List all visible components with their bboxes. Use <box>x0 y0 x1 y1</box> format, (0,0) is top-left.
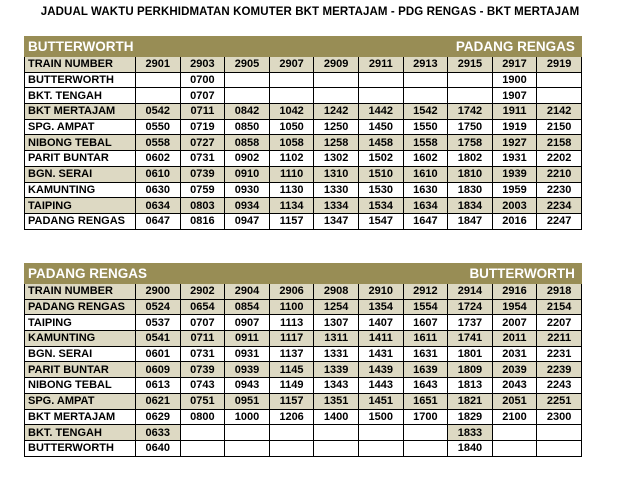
departure-time: 2100 <box>492 409 537 425</box>
departure-time: 0731 <box>180 151 225 167</box>
departure-time: 2051 <box>492 393 537 409</box>
departure-time: 1347 <box>314 213 359 229</box>
departure-time: 0931 <box>225 346 270 362</box>
departure-time: 1442 <box>358 104 403 120</box>
station-row <box>25 362 582 378</box>
departure-time: 1000 <box>225 409 270 425</box>
departure-time: 1450 <box>358 119 403 135</box>
train-number: 2904 <box>225 284 270 300</box>
station-row <box>25 393 582 409</box>
departure-time <box>314 88 359 104</box>
departure-time: 2239 <box>537 362 582 378</box>
train-number: 2911 <box>358 57 403 73</box>
departure-time: 1801 <box>448 346 493 362</box>
station-row <box>25 440 582 456</box>
station-row <box>25 72 582 88</box>
departure-time: 1058 <box>269 135 314 151</box>
departure-time: 1330 <box>314 182 359 198</box>
departure-time <box>358 440 403 456</box>
departure-time: 0609 <box>136 362 181 378</box>
departure-time <box>269 425 314 441</box>
departure-time: 1250 <box>314 119 359 135</box>
departure-time: 1647 <box>403 213 448 229</box>
departure-time: 1502 <box>358 151 403 167</box>
departure-time <box>448 88 493 104</box>
departure-time: 1911 <box>492 104 537 120</box>
departure-time: 0943 <box>225 378 270 394</box>
departure-time: 0610 <box>136 166 181 182</box>
train-number: 2910 <box>358 284 403 300</box>
station-row <box>25 88 582 104</box>
departure-time <box>358 88 403 104</box>
departure-time: 0930 <box>225 182 270 198</box>
station-name: BKT MERTAJAM <box>25 104 136 120</box>
origin-station: PADANG RENGAS <box>25 264 359 284</box>
departure-time: 1311 <box>314 331 359 347</box>
station-name: BUTTERWORTH <box>25 72 136 88</box>
departure-time: 1758 <box>448 135 493 151</box>
departure-time: 0524 <box>136 299 181 315</box>
train-number: 2900 <box>136 284 181 300</box>
departure-time <box>225 72 270 88</box>
departure-time: 1907 <box>492 88 537 104</box>
departure-time: 0858 <box>225 135 270 151</box>
departure-time: 2234 <box>537 198 582 214</box>
departure-time: 2247 <box>537 213 582 229</box>
train-number: 2903 <box>180 57 225 73</box>
departure-time: 2039 <box>492 362 537 378</box>
station-row <box>25 151 582 167</box>
departure-time: 1100 <box>269 299 314 315</box>
departure-time <box>448 72 493 88</box>
departure-time: 1607 <box>403 315 448 331</box>
departure-time <box>136 72 181 88</box>
departure-time: 1737 <box>448 315 493 331</box>
departure-time: 1547 <box>358 213 403 229</box>
departure-time: 1254 <box>314 299 359 315</box>
departure-time <box>225 425 270 441</box>
departure-time: 1724 <box>448 299 493 315</box>
departure-time: 2031 <box>492 346 537 362</box>
station-row <box>25 182 582 198</box>
departure-time: 0934 <box>225 198 270 214</box>
departure-time <box>314 425 359 441</box>
departure-time: 1802 <box>448 151 493 167</box>
departure-time: 0816 <box>180 213 225 229</box>
station-row <box>25 346 582 362</box>
departure-time: 1451 <box>358 393 403 409</box>
departure-time <box>403 88 448 104</box>
departure-time: 1443 <box>358 378 403 394</box>
departure-time: 1137 <box>269 346 314 362</box>
departure-time: 1813 <box>448 378 493 394</box>
departure-time: 1354 <box>358 299 403 315</box>
train-number-label: TRAIN NUMBER <box>25 284 136 300</box>
departure-time: 1310 <box>314 166 359 182</box>
train-number: 2902 <box>180 284 225 300</box>
timetable-butterworth-to-padang-rengas <box>24 36 582 230</box>
departure-time <box>492 440 537 456</box>
departure-time: 2243 <box>537 378 582 394</box>
departure-time: 1651 <box>403 393 448 409</box>
departure-time: 1643 <box>403 378 448 394</box>
departure-time: 2154 <box>537 299 582 315</box>
departure-time: 0621 <box>136 393 181 409</box>
departure-time: 2003 <box>492 198 537 214</box>
departure-time: 1145 <box>269 362 314 378</box>
departure-time: 1834 <box>448 198 493 214</box>
station-name: BKT. TENGAH <box>25 425 136 441</box>
departure-time: 1900 <box>492 72 537 88</box>
station-name: BGN. SERAI <box>25 346 136 362</box>
departure-time <box>269 72 314 88</box>
departure-time: 0541 <box>136 331 181 347</box>
train-number: 2906 <box>269 284 314 300</box>
departure-time: 0911 <box>225 331 270 347</box>
direction-header <box>25 37 582 57</box>
departure-time: 0711 <box>180 104 225 120</box>
train-number: 2912 <box>403 284 448 300</box>
departure-time: 0902 <box>225 151 270 167</box>
departure-time <box>537 72 582 88</box>
departure-time: 2211 <box>537 331 582 347</box>
departure-time: 1639 <box>403 362 448 378</box>
station-name: NIBONG TEBAL <box>25 135 136 151</box>
station-name: PADANG RENGAS <box>25 213 136 229</box>
departure-time: 1149 <box>269 378 314 394</box>
train-number: 2905 <box>225 57 270 73</box>
station-name: TAIPING <box>25 198 136 214</box>
departure-time: 0939 <box>225 362 270 378</box>
departure-time: 0854 <box>225 299 270 315</box>
departure-time: 1530 <box>358 182 403 198</box>
departure-time: 0634 <box>136 198 181 214</box>
departure-time <box>492 425 537 441</box>
departure-time <box>314 440 359 456</box>
station-row <box>25 166 582 182</box>
page-title: JADUAL WAKTU PERKHIDMATAN KOMUTER BKT MERTAJAM - PDG RENGAS - BKT MERTAJAM <box>40 6 580 18</box>
departure-time: 1206 <box>269 409 314 425</box>
train-number: 2916 <box>492 284 537 300</box>
train-number: 2915 <box>448 57 493 73</box>
station-row <box>25 299 582 315</box>
departure-time <box>403 72 448 88</box>
departure-time: 2142 <box>537 104 582 120</box>
departure-time: 1458 <box>358 135 403 151</box>
departure-time: 1558 <box>403 135 448 151</box>
origin-station: BUTTERWORTH <box>25 37 359 57</box>
departure-time: 1351 <box>314 393 359 409</box>
departure-time: 0743 <box>180 378 225 394</box>
train-number: 2919 <box>537 57 582 73</box>
departure-time <box>225 88 270 104</box>
station-row <box>25 331 582 347</box>
departure-time: 1343 <box>314 378 359 394</box>
departure-time: 1830 <box>448 182 493 198</box>
departure-time: 1602 <box>403 151 448 167</box>
departure-time: 1307 <box>314 315 359 331</box>
departure-time: 0601 <box>136 346 181 362</box>
departure-time: 1919 <box>492 119 537 135</box>
departure-time: 1939 <box>492 166 537 182</box>
train-number-row <box>25 284 582 300</box>
departure-time: 0700 <box>180 72 225 88</box>
departure-time: 0711 <box>180 331 225 347</box>
departure-time: 0654 <box>180 299 225 315</box>
station-row <box>25 425 582 441</box>
departure-time <box>358 72 403 88</box>
departure-time: 0727 <box>180 135 225 151</box>
departure-time <box>537 440 582 456</box>
train-number: 2907 <box>269 57 314 73</box>
train-number: 2908 <box>314 284 359 300</box>
departure-time: 1110 <box>269 166 314 182</box>
departure-time <box>314 72 359 88</box>
station-name: PADANG RENGAS <box>25 299 136 315</box>
departure-time: 1339 <box>314 362 359 378</box>
departure-time: 1833 <box>448 425 493 441</box>
departure-time: 1411 <box>358 331 403 347</box>
departure-time: 1742 <box>448 104 493 120</box>
departure-time: 2016 <box>492 213 537 229</box>
departure-time: 0842 <box>225 104 270 120</box>
station-row <box>25 213 582 229</box>
departure-time: 1554 <box>403 299 448 315</box>
departure-time: 1113 <box>269 315 314 331</box>
departure-time: 1407 <box>358 315 403 331</box>
departure-time: 1821 <box>448 393 493 409</box>
departure-time: 0707 <box>180 315 225 331</box>
departure-time: 1959 <box>492 182 537 198</box>
departure-time: 2158 <box>537 135 582 151</box>
station-name: KAMUNTING <box>25 331 136 347</box>
departure-time <box>225 440 270 456</box>
departure-time: 1130 <box>269 182 314 198</box>
departure-time <box>269 88 314 104</box>
departure-time: 1500 <box>358 409 403 425</box>
departure-time: 1809 <box>448 362 493 378</box>
departure-time: 0602 <box>136 151 181 167</box>
departure-time: 1954 <box>492 299 537 315</box>
departure-time: 0759 <box>180 182 225 198</box>
departure-time: 2300 <box>537 409 582 425</box>
departure-time: 0640 <box>136 440 181 456</box>
departure-time <box>269 440 314 456</box>
departure-time: 1302 <box>314 151 359 167</box>
departure-time: 0537 <box>136 315 181 331</box>
departure-time: 1534 <box>358 198 403 214</box>
departure-time: 1242 <box>314 104 359 120</box>
departure-time: 1117 <box>269 331 314 347</box>
station-name: BUTTERWORTH <box>25 440 136 456</box>
departure-time <box>136 88 181 104</box>
departure-time: 1840 <box>448 440 493 456</box>
station-name: KAMUNTING <box>25 182 136 198</box>
departure-time <box>180 440 225 456</box>
station-name: BKT MERTAJAM <box>25 409 136 425</box>
departure-time: 2202 <box>537 151 582 167</box>
station-name: NIBONG TEBAL <box>25 378 136 394</box>
departure-time: 0951 <box>225 393 270 409</box>
station-row <box>25 198 582 214</box>
station-row <box>25 315 582 331</box>
departure-time: 1400 <box>314 409 359 425</box>
train-number: 2918 <box>537 284 582 300</box>
departure-time: 0739 <box>180 166 225 182</box>
station-row <box>25 409 582 425</box>
departure-time: 0739 <box>180 362 225 378</box>
departure-time: 2230 <box>537 182 582 198</box>
departure-time: 1810 <box>448 166 493 182</box>
departure-time: 0558 <box>136 135 181 151</box>
departure-time: 0613 <box>136 378 181 394</box>
departure-time: 1439 <box>358 362 403 378</box>
departure-time: 1431 <box>358 346 403 362</box>
station-name: SPG. AMPAT <box>25 119 136 135</box>
departure-time: 0910 <box>225 166 270 182</box>
departure-time: 1042 <box>269 104 314 120</box>
train-number: 2909 <box>314 57 359 73</box>
departure-time: 0647 <box>136 213 181 229</box>
station-row <box>25 119 582 135</box>
departure-time: 1631 <box>403 346 448 362</box>
departure-time <box>180 425 225 441</box>
timetable-padang-rengas-to-butterworth <box>24 263 582 457</box>
departure-time: 0850 <box>225 119 270 135</box>
train-number: 2914 <box>448 284 493 300</box>
departure-time: 2207 <box>537 315 582 331</box>
departure-time: 1847 <box>448 213 493 229</box>
train-number: 2917 <box>492 57 537 73</box>
departure-time: 2007 <box>492 315 537 331</box>
departure-time: 1610 <box>403 166 448 182</box>
train-number-row <box>25 57 582 73</box>
train-number: 2901 <box>136 57 181 73</box>
departure-time: 0907 <box>225 315 270 331</box>
departure-time: 1700 <box>403 409 448 425</box>
departure-time: 2011 <box>492 331 537 347</box>
destination-station: BUTTERWORTH <box>358 264 581 284</box>
departure-time: 1102 <box>269 151 314 167</box>
station-name: BGN. SERAI <box>25 166 136 182</box>
train-number-label: TRAIN NUMBER <box>25 57 136 73</box>
direction-header <box>25 264 582 284</box>
station-name: PARIT BUNTAR <box>25 362 136 378</box>
departure-time: 1931 <box>492 151 537 167</box>
departure-time: 1630 <box>403 182 448 198</box>
departure-time: 0707 <box>180 88 225 104</box>
station-name: SPG. AMPAT <box>25 393 136 409</box>
departure-time: 1157 <box>269 393 314 409</box>
departure-time: 1157 <box>269 213 314 229</box>
departure-time: 1542 <box>403 104 448 120</box>
station-row <box>25 378 582 394</box>
station-row <box>25 104 582 120</box>
departure-time: 0947 <box>225 213 270 229</box>
station-name: TAIPING <box>25 315 136 331</box>
departure-time: 2210 <box>537 166 582 182</box>
departure-time <box>358 425 403 441</box>
departure-time: 1258 <box>314 135 359 151</box>
departure-time: 2231 <box>537 346 582 362</box>
departure-time: 0633 <box>136 425 181 441</box>
station-name: BKT. TENGAH <box>25 88 136 104</box>
departure-time: 0630 <box>136 182 181 198</box>
departure-time: 1334 <box>314 198 359 214</box>
departure-time: 0550 <box>136 119 181 135</box>
departure-time: 0751 <box>180 393 225 409</box>
departure-time: 0542 <box>136 104 181 120</box>
departure-time: 1550 <box>403 119 448 135</box>
departure-time: 1611 <box>403 331 448 347</box>
departure-time: 2150 <box>537 119 582 135</box>
departure-time: 1829 <box>448 409 493 425</box>
train-number: 2913 <box>403 57 448 73</box>
departure-time: 1741 <box>448 331 493 347</box>
departure-time: 1927 <box>492 135 537 151</box>
departure-time <box>403 440 448 456</box>
station-name: PARIT BUNTAR <box>25 151 136 167</box>
departure-time: 0629 <box>136 409 181 425</box>
departure-time: 2043 <box>492 378 537 394</box>
departure-time: 1510 <box>358 166 403 182</box>
departure-time: 1331 <box>314 346 359 362</box>
departure-time: 0800 <box>180 409 225 425</box>
departure-time: 0719 <box>180 119 225 135</box>
departure-time: 1134 <box>269 198 314 214</box>
departure-time: 1050 <box>269 119 314 135</box>
departure-time <box>537 88 582 104</box>
departure-time: 0803 <box>180 198 225 214</box>
departure-time <box>403 425 448 441</box>
departure-time: 0731 <box>180 346 225 362</box>
departure-time <box>537 425 582 441</box>
departure-time: 2251 <box>537 393 582 409</box>
departure-time: 1634 <box>403 198 448 214</box>
departure-time: 1750 <box>448 119 493 135</box>
station-row <box>25 135 582 151</box>
destination-station: PADANG RENGAS <box>358 37 581 57</box>
